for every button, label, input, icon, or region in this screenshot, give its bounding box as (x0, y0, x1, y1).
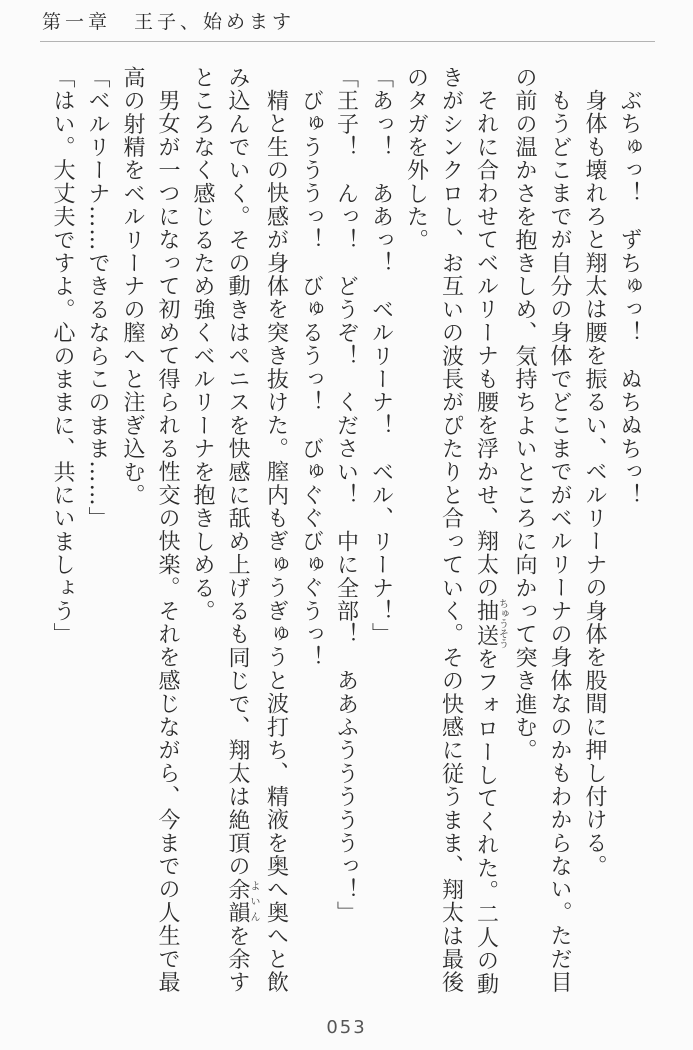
text-line: のタガを外した。 (403, 66, 429, 252)
text-line: 「王子！ んっ！ どうぞ！ ください！ 中に全部！ ああふうううううっ！」 (333, 66, 359, 925)
page-number: 053 (326, 1017, 367, 1038)
text-line: の前の温かさを抱きしめ、気持ちよいところに向かって突き進む。 (512, 66, 537, 762)
text-line: み込んでいく。その動きはペニスを快感に舐め上げるも同じで、翔太は絶頂の余韻よいんを余す (225, 66, 259, 995)
text-line: びゅうううっ！ びゅるうっ！ びゅぐぐびゅぐうっ！ (298, 89, 324, 669)
furigana-ruby: 抽送ちゅうそう (473, 598, 508, 649)
text-line: それに合わせてベルリーナも腰を浮かせ、翔太の抽送ちゅうそうをフォローしてくれた。二人の動 (473, 89, 508, 996)
chapter-running-head: 第一章 王子、始めます (42, 11, 296, 33)
text-line: 「はい。大丈夫ですよ。心のままに、共にいましょう」 (50, 66, 75, 646)
text-line: 「あっ！ ああっ！ ベルリーナ！ ベル、リーナ！」 (368, 66, 394, 646)
text-line: ところなく感じるため強くベルリーナを抱きしめる。 (190, 66, 215, 623)
text-line: 男女が一つになって初めて得られる性交の快楽。それを感じながら、今までの人生で最 (155, 89, 180, 994)
text-line: 「ベルリーナ……できるならこのまま……」 (85, 66, 110, 530)
text-line: ぶちゅっ！ ずちゅっ！ ぬちぬちっ！ (617, 89, 642, 507)
text-line: 高の射精をベルリーナの膣へと注ぎ込む。 (120, 66, 145, 507)
text-line: もうどこまでが自分の身体でどこまでがベルリーナの身体なのかもわからない。ただ目 (547, 89, 572, 994)
text-line: 身体も壊れろと翔太は腰を振るい、ベルリーナの身体を股間に押し付ける。 (582, 89, 607, 878)
header-rule (40, 41, 655, 42)
furigana-ruby: 余韻よいん (225, 878, 259, 925)
text-line: 精と生の快感が身体を突き抜けた。膣内もぎゅうぎゅうと波打ち、精液を奥へ奥へと飲 (263, 89, 289, 994)
vertical-text-body (45, 66, 647, 1008)
text-line: きがシンクロし、お互いの波長がぴたりと合っていく。その快感に従うまま、翔太は最後 (438, 66, 464, 994)
